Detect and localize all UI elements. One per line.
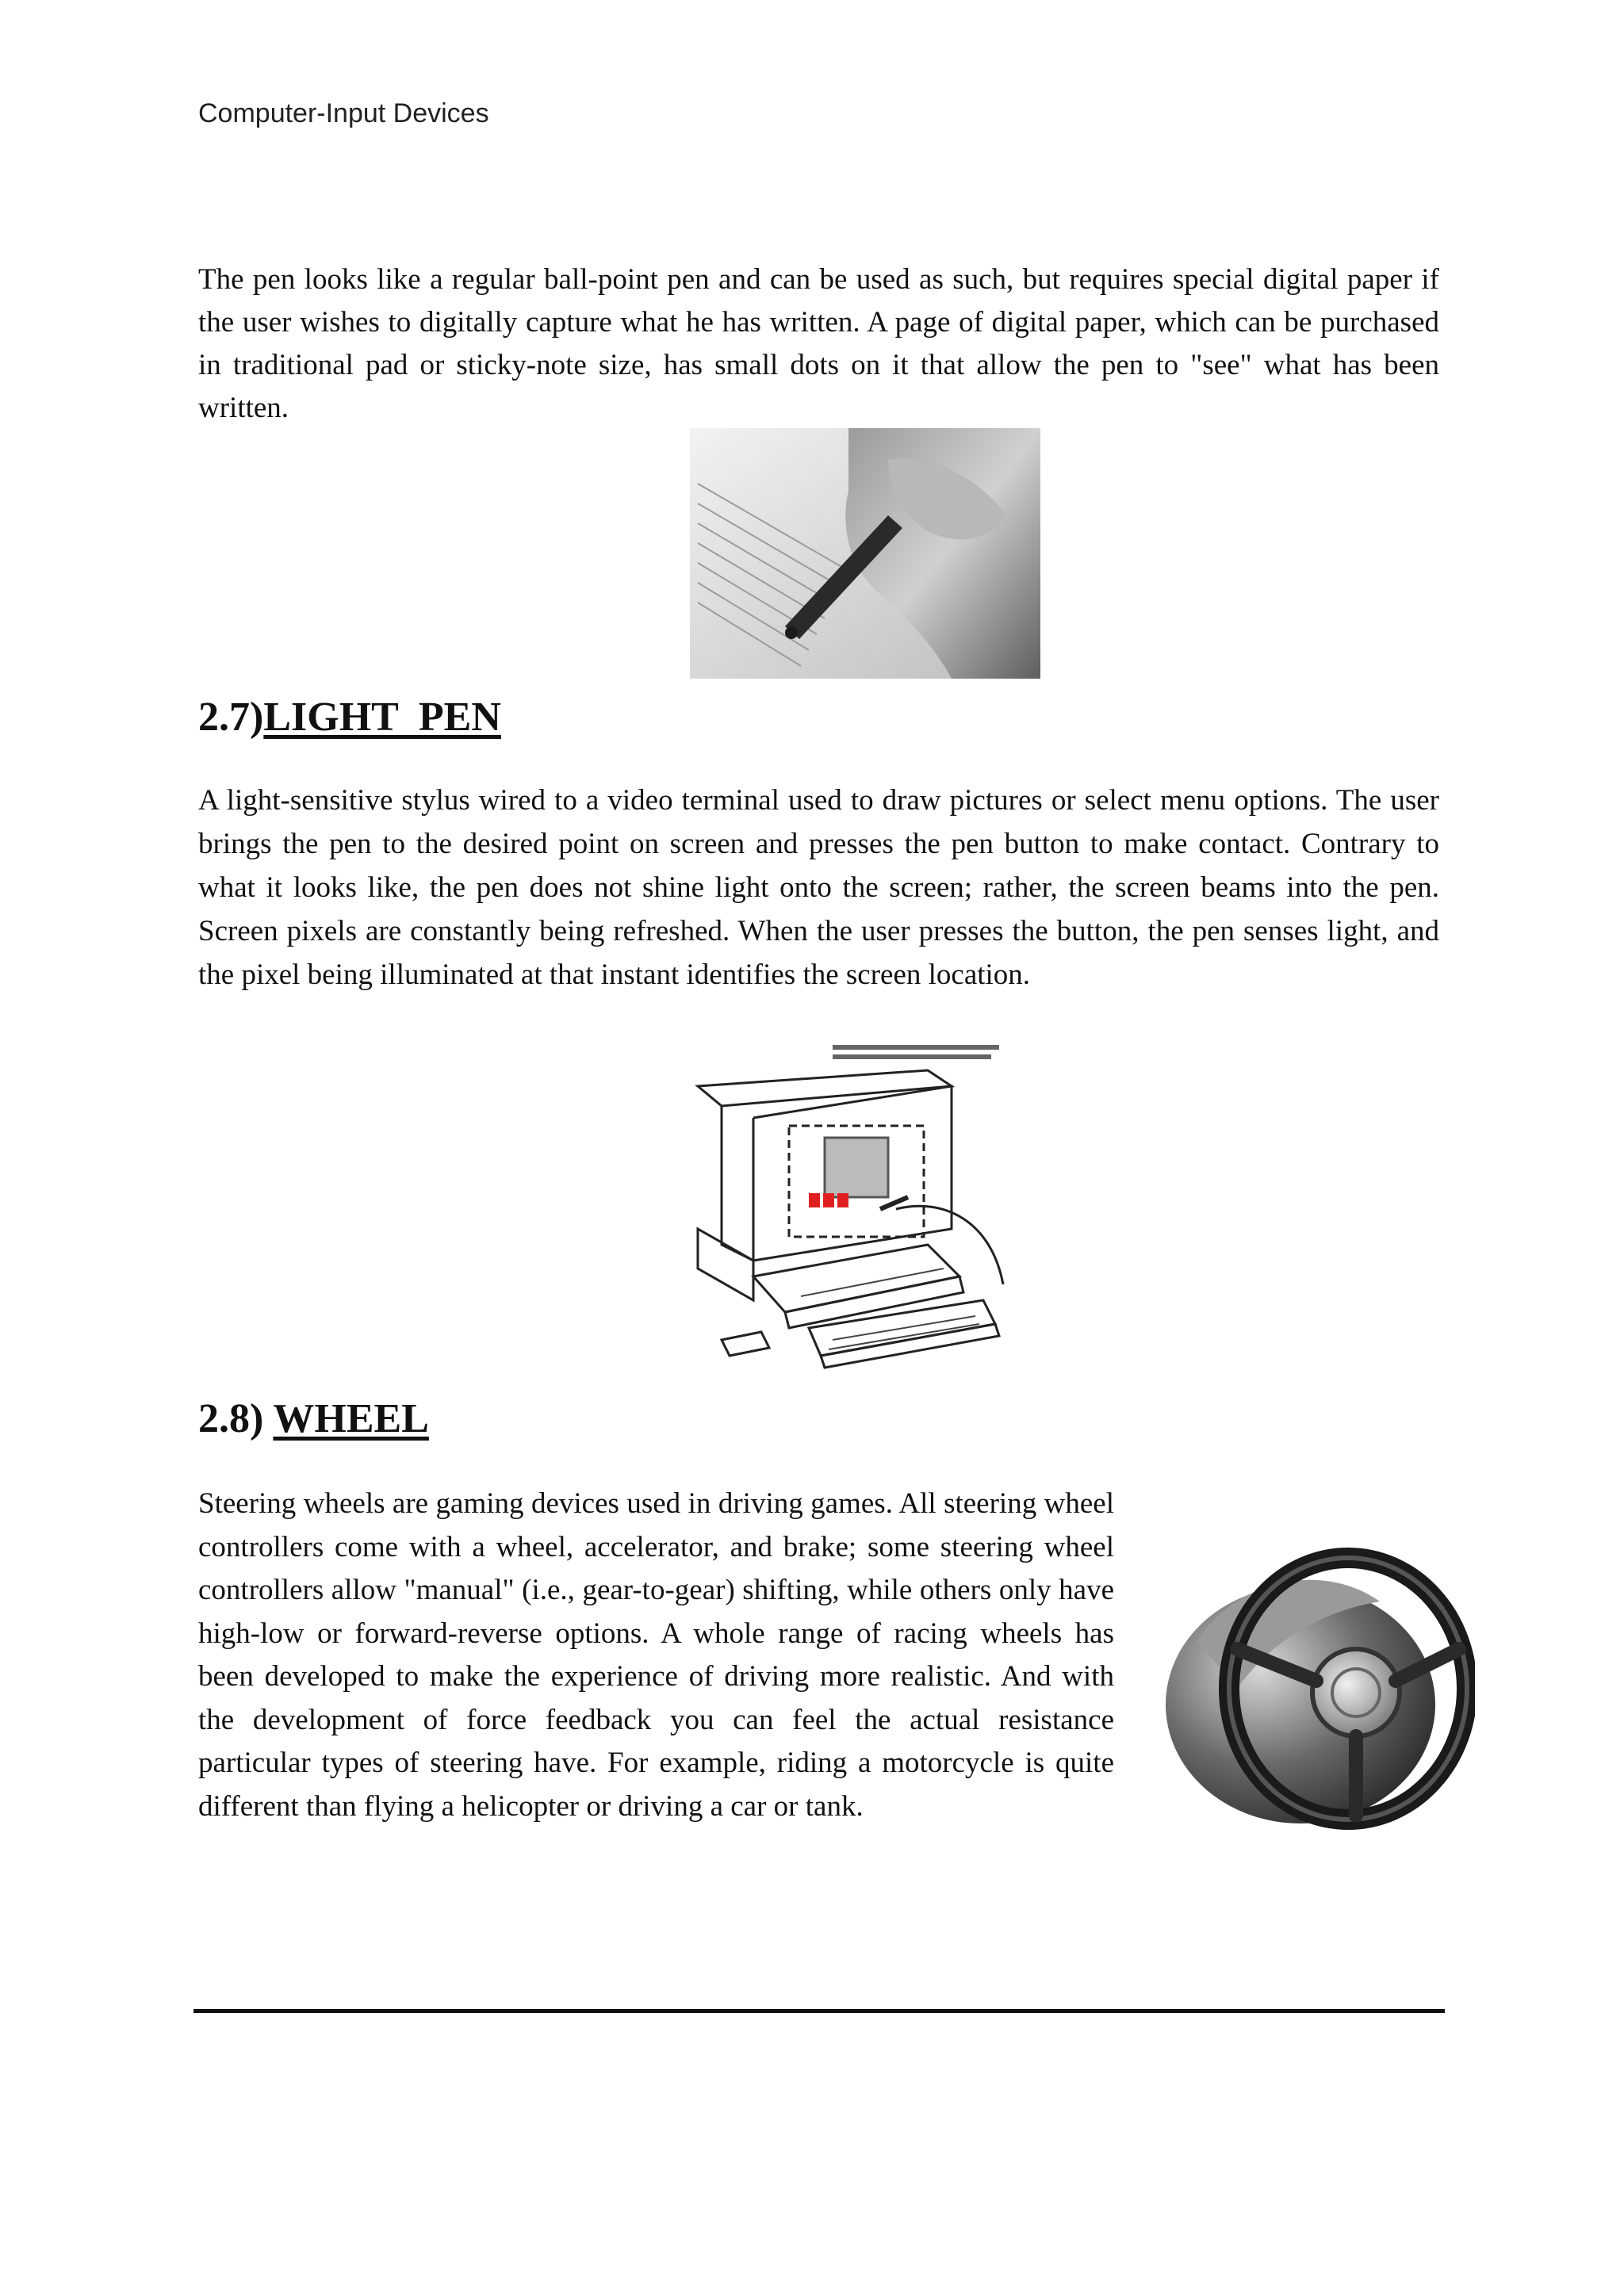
light-pen-paragraph: A light-sensitive stylus wired to a video terminal used to draw pictures or select menu options. The user brings the pen to the desired point on screen and presses the pen button to make contact. Contrary to what it looks like, the pen does not shine light onto the screen; rather, the screen beams into the pen. Screen pixels are constantly being refreshed. When the user presses the button, the pen senses light, and the pixel being illuminated at that instant identifies the screen location. bbox=[198, 784, 1439, 991]
wheel-paragraph: Steering wheels are gaming devices used in driving games. All steering wheel controllers come with a wheel, accelerator, and brake; some steering wheel controllers allow "manual" (i.e., gear-to-gear) shifting, while others only have high-low or forward-reverse options. A whole range of racing wheels has been developed to make the experience of driving more realistic. And with the development of force feedback you can feel the actual resistance particular types of steering have. For example, riding a motorcycle is quite different than flying a helicopter or driving a car or tank. bbox=[198, 1487, 1114, 1823]
digital-pen-paragraph: The pen looks like a regular ball-point pen and can be used as such, but requires special digital paper if the user wishes to digitally capture what he has written. A page of digital paper, which can be purchased in traditional pad or sticky-note size, has small dots on it that allow the pen to "see" what has been written. bbox=[198, 263, 1439, 424]
light-pen-computer-illustration bbox=[690, 1039, 1015, 1387]
wheel-section-number: 2.8) bbox=[198, 1396, 264, 1441]
digital-pen-photo bbox=[690, 428, 1040, 679]
light-pen-section-number: 2.7) bbox=[198, 695, 264, 740]
steering-wheel-photo bbox=[1142, 1530, 1475, 1847]
wheel-title: WHEEL bbox=[273, 1396, 429, 1441]
wheel-heading bbox=[198, 1395, 429, 1442]
running-header: Computer-Input Devices bbox=[198, 98, 489, 128]
footer-rule bbox=[193, 2009, 1445, 2013]
light-pen-title: LIGHT PEN bbox=[263, 695, 501, 740]
light-pen-heading bbox=[198, 694, 501, 740]
